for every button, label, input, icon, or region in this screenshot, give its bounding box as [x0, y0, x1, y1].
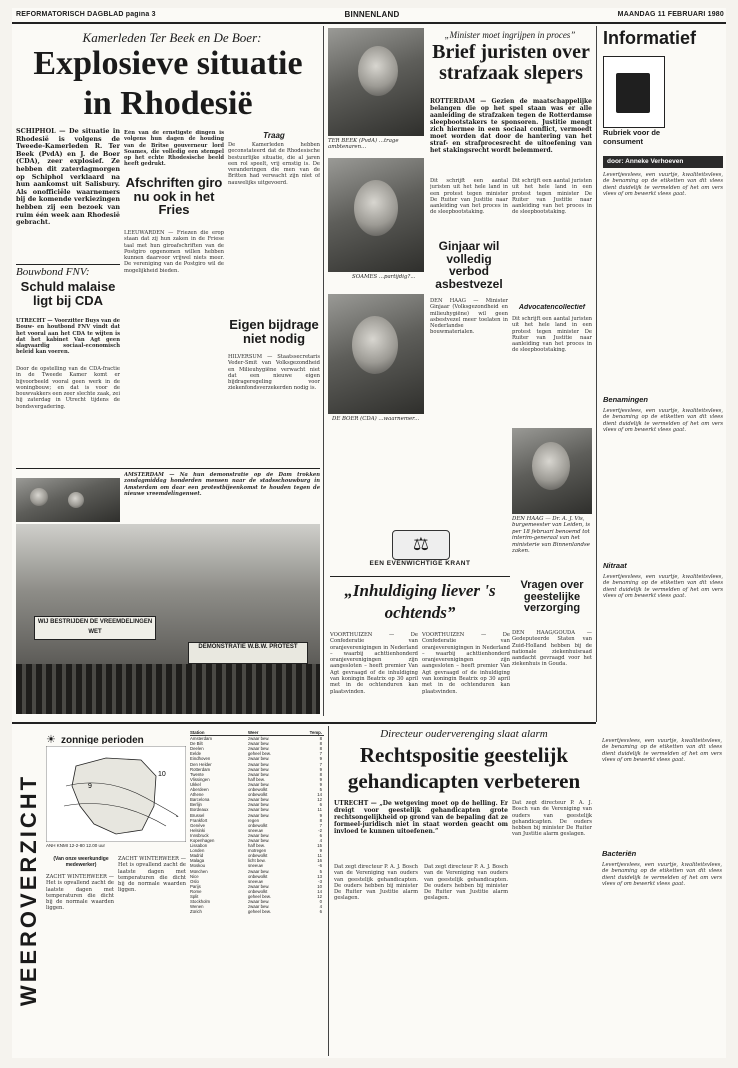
station-name: Rome — [190, 888, 202, 894]
station-temp: 6 — [319, 802, 322, 808]
station-weather: geheel bew. — [248, 751, 271, 757]
demo-placard — [34, 616, 156, 640]
vragen-headline: Vragen over geestelijke verzorging — [520, 580, 584, 615]
amsterdam-caption: AMSTERDAM — Na hun demonstratie op de Dam trokken zondagmiddag honderden mensen naar de stadsschouwburg in Amsterdam om daar een protestbijeenkomst te houden tegen de nieuwe vreemdelingenwet. — [124, 472, 320, 497]
ginjaar-body: DEN HAAG — Minister Ginjaar (Volksgezondheid en milieuhygiëne) wil geen asbestvezel meer toelaten in Nederlandse bouwmaterialen. — [430, 298, 508, 336]
station-name: München — [190, 868, 208, 874]
isotherm-label-10: 10 — [158, 771, 166, 778]
juristen-kicker: „Minister moet ingrijpen in proces” — [444, 30, 576, 40]
inhuldiging-body-2: VOORTHUIZEN — De Confederatie van oranjeverenigingen in Nederland – waarbij achttienhonderd oranjeverenigingen zijn aangesloten – heeft premier Van Agt gevraagd of de inhuldiging van koningin Beatrix op 30 april met in de ochtenduren kan plaatsvinden. — [422, 632, 510, 695]
informatief-subhead-benamingen: Benamingen — [603, 396, 649, 404]
station-weather: half bew. — [248, 776, 265, 782]
informatief-subhead-bacterien: Bacteriën — [602, 850, 637, 858]
station-temp: 5 — [319, 787, 322, 793]
station-name: Twente — [190, 771, 204, 777]
informatief-body-2: Levertjesvlees, een vuurtje, kwaliteitsvlees, de benaming op de etiketten van dit vlees dient duidelijk te vermelden of het om vers vlees of om bewerkt vlees gaat. — [603, 408, 723, 433]
lead-kicker: Kamerleden Ter Beek en De Boer: — [82, 30, 262, 45]
station-name: Split — [190, 894, 199, 899]
de-boer-caption: DE BOER (CDA) ...waarnemer... — [332, 416, 420, 422]
amsterdam-demo-photo — [16, 478, 120, 522]
amsterdam-rule — [16, 468, 320, 469]
fnv-kicker: Bouwbond FNV: — [16, 266, 90, 278]
station-name: Helsinki — [190, 827, 206, 833]
station-weather: zwaar bew. — [248, 741, 270, 747]
station-name: Oslo — [190, 878, 199, 884]
station-temp: 8 — [319, 746, 322, 752]
station-name: Lissabon — [190, 843, 208, 849]
station-temp: 9 — [319, 781, 322, 787]
informatief-box — [596, 26, 726, 722]
bottom-body-2: Dat zegt directeur P. A. J. Bosch van de Vereniging van ouders van geestelijk gehandicapten. De ouders hebben bij minister De Ruiter van Justitie alarm geslagen. — [424, 864, 508, 902]
juristen-intro: ROTTERDAM — Gezien de maatschappelijke belangen die op het spel staan was er alle aanleiding de strafzaken tegen de Rotterdamse sleepbootstakers te sponsoren. Justitie mengt zich hiermee in een sociaal conflict, vermoedt moet worden dat door de hantering van het straf- en strafprocesrecht de uitoefening van het stakingsrecht wordt belemmerd. — [430, 98, 592, 154]
station-temp: 8 — [319, 736, 322, 742]
station-name: Berlijn — [190, 802, 202, 808]
bottom-headline-1: Rechtspositie geestelijk — [359, 743, 569, 767]
station-weather: zwaar bew. — [248, 802, 270, 808]
newspaper-logo — [332, 528, 508, 572]
station-weather: zwaar bew. — [248, 832, 270, 838]
scales-icon: ⚖ — [392, 530, 450, 560]
inhuldiging-headline: „Inhuldiging liever 's ochtends” — [344, 581, 496, 622]
station-name: Deelen — [190, 746, 204, 752]
bottom-section-rule — [12, 722, 596, 724]
ter-beek-caption: TER BEEK (PvdA) ...trage ambtenaren... — [328, 138, 399, 151]
station-temp: -3 — [318, 878, 322, 884]
informatief-author: door: Anneke Verhoeven — [603, 156, 723, 168]
station-temp: -2 — [318, 827, 322, 833]
giro-body: LEEUWARDEN — Friezen die erop staan dat zij hun zaken in de Friese taal met hun giroafschriften van de Postgiro opgenomen willen hebben kunnen daarvoor vrijwel niets meer. De vereniging van de Postgiro wil de mogelijkheid bieden. — [124, 230, 224, 274]
station-temp: 7 — [319, 751, 322, 757]
station-temp: 7 — [319, 822, 322, 828]
informatief-body-4: Levertjesvlees, een vuurtje, kwaliteitsvlees, de benaming op de etiketten van dit vlees dient duidelijk te vermelden of het om vers vlees of om bewerkt vlees gaat. — [602, 862, 722, 887]
juristen-headline: Brief juristen over strafzaak slepers — [432, 42, 590, 84]
demo-placard-text: WIJ BESTRIJDEN DE VREEMDELINGEN WET — [37, 619, 153, 635]
bottom-kicker: Directeur ouderverenging slaat alarm — [380, 728, 548, 740]
masthead-left: REFORMATORISCH DAGBLAD pagina 3 — [16, 11, 156, 18]
station-weather: onbewolkt — [248, 853, 268, 859]
weather-body: ZACHT WINTERWEER — Het is opvallend zacht de laatste dagen met temperaturen die dicht bij de normale waarden liggen. — [46, 874, 114, 912]
lead-body-2: De Kamerleden hebben geconstateerd dat de Rhodesische bestuurlijke situatie, die al jaren een rol speelt, vrij ernstig is. De veranderingen die men van de Britten had verwacht zijn niet of nauwelijks uitgevoerd. — [228, 142, 320, 186]
weather-table — [190, 730, 324, 1052]
station-name: Zürich — [190, 909, 202, 915]
station-weather: zwaar bew. — [248, 807, 270, 813]
station-temp: 8 — [319, 741, 322, 747]
station-temp: 7 — [319, 761, 322, 767]
station-name: Vlissingen — [190, 776, 210, 782]
station-name: Athene — [190, 792, 204, 798]
station-temp: 12 — [317, 894, 322, 899]
station-name: Den Helder — [190, 761, 212, 767]
fnv-headline: Schuld malaise ligt bij CDA — [20, 280, 116, 308]
station-temp: 9 — [319, 848, 322, 854]
station-weather: sneeuw — [248, 863, 263, 869]
station-temp: 11 — [317, 853, 322, 859]
station-temp: 9 — [319, 766, 322, 772]
ter-beek-photo — [328, 28, 424, 136]
station-weather: zwaar bew. — [248, 904, 270, 910]
station-temp: 13 — [317, 873, 322, 879]
station-weather: zwaar bew. — [248, 781, 270, 787]
weather-column-rule — [328, 726, 329, 1056]
station-name: Brussel — [190, 812, 205, 818]
informatief-title: Informatief — [603, 28, 697, 48]
juristen-body-2: Dit schrijft een aantal juristen uit het hele land in een protest tegen minister De Ruiter van Justitie naar aanleiding van het proces in de sleepbootstaking. — [512, 178, 592, 216]
station-temp: 8 — [319, 771, 322, 777]
station-weather: zwaar bew. — [248, 797, 270, 803]
bottom-headline-2: gehandicapten verbeteren — [347, 769, 581, 793]
station-temp: 0 — [319, 899, 322, 905]
station-weather: zwaar bew. — [248, 899, 270, 905]
station-weather: motregen — [248, 848, 267, 854]
fnv-body: Door de opstelling van de CDA-fractie in de Tweede Kamer komt er bijvoorbeeld vooral geen werk in de woningbouw; en dat is voor de bouwvakkers een zeer slechte zaak, zei hij zaterdag in Utrecht tijdens de bondsvergadering. — [16, 366, 120, 410]
bottom-intro: UTRECHT — „De wetgeving moet op de helling. Er dreigt voor geestelijk gehandicapten grote rechtsongelijkheid op grond van de bepaling dat ze formeel-juridisch niet in staat worden geacht om invloed te kunnen uitoefenen.” — [334, 800, 508, 835]
fnv-rule — [16, 264, 120, 265]
weather-map-heading — [46, 728, 186, 744]
inhuldiging-body: VOORTHUIZEN — De Confederatie van oranjeverenigingen in Nederland – waarbij achttienhonderd oranjeverenigingen zijn aangesloten – heeft premier Van Agt gevraagd of de inhuldiging van koningin Beatrix op 30 april met in de ochtenduren kan plaatsvinden. — [330, 632, 418, 695]
weather-table-row — [190, 909, 324, 914]
station-name: Parijs — [190, 883, 201, 889]
weather-map — [46, 746, 186, 842]
masthead-rule — [12, 22, 726, 24]
station-temp: 14 — [317, 792, 322, 798]
station-name: Stockholm — [190, 899, 211, 905]
weather-panel — [14, 726, 326, 1056]
masthead-center: BINNENLAND — [344, 10, 400, 19]
station-weather: zwaar bew. — [248, 736, 270, 742]
lead-intro: SCHIPHOL — De situatie in Rhodesië is volgens de Tweede-Kamerleden R. Ter Beek (PvdA) en J. de Boer (CDA), zeer explosief. Ze hebben dit zaterdagmorgen op Schiphol verklaard na hun aankomst uit Salisbury. Als onofficiële waarnemers bij de komende verkiezingen hebben zij een bezoek van ruim één week aan Rhodesië gebracht. — [16, 128, 120, 227]
station-weather: sneeuw — [248, 827, 263, 833]
masthead-right: MAANDAG 11 FEBRUARI 1980 — [617, 11, 724, 18]
station-temp: 6 — [319, 832, 322, 838]
ginjaar-headline: Ginjaar wil volledig verbod asbestvezel — [435, 240, 503, 291]
station-weather: onbewolkt — [248, 888, 268, 894]
station-temp: 4 — [319, 904, 322, 910]
station-weather: zwaar bew. — [248, 771, 270, 777]
demonstration-photo — [16, 524, 320, 714]
lead-headline-2: in Rhodesië — [83, 85, 253, 122]
sun-icon: ☀ — [46, 733, 56, 744]
giro-headline: Afschriften giro nu ook in het Fries — [125, 176, 223, 218]
weather-table-body — [190, 736, 324, 914]
vragen-body: DEN HAAG/GOUDA — Gedeputeerde Staten van Zuid-Holland hebben bij de nationale ziekenhuisraad aandacht gevraagd voor het ziekenhuis in Gouda. — [512, 630, 592, 668]
station-temp: -6 — [318, 863, 322, 869]
col-temp: Temp. — [309, 730, 322, 735]
station-name: Rotterdam — [190, 766, 211, 772]
den-haag-caption: DEN HAAG — Dr. A. J. Vis, burgemeester van Leiden, is per 18 februari benoemd tot interim-generaal van het ministerie van Binnenlandse zaken. — [512, 516, 591, 555]
station-temp: 10 — [317, 883, 322, 889]
station-temp: 9 — [319, 756, 322, 762]
station-weather: zwaar bew. — [248, 868, 270, 874]
juristen-body: Dit schrijft een aantal juristen uit het hele land in een protest tegen minister De Ruiter van Justitie naar aanleiding van het proces in de sleepbootstaking. — [430, 178, 508, 216]
informatief-logo — [603, 56, 665, 128]
shopping-bag-icon — [616, 73, 650, 113]
station-name: Kopenhagen — [190, 837, 215, 843]
station-name: Eelde — [190, 751, 201, 757]
lead-subhead-traag: Traag — [263, 132, 285, 140]
informatief-body-3: Levertjesvlees, een vuurtje, kwaliteitsvlees, de benaming op de etiketten van dit vlees dient duidelijk te vermelden of het om vers vlees of om bewerkt vlees gaat. — [603, 574, 723, 599]
station-temp: 9 — [319, 812, 322, 818]
weather-title-text: WEEROVERZICHT — [16, 773, 41, 1007]
station-name: Ukkel — [190, 781, 201, 787]
station-weather: zwaar bew. — [248, 812, 270, 818]
informatief-body: Levertjesvlees, een vuurtje, kwaliteitsvlees, de benaming op de etiketten van dit vlees dient duidelijk te vermelden of het om vers vlees of om bewerkt vlees gaat. — [603, 172, 723, 197]
informatief-subhead-nitraat: Nitraat — [603, 562, 627, 570]
station-name: Nice — [190, 873, 199, 879]
col-station: Station — [190, 730, 205, 735]
demo-crowd — [16, 664, 320, 714]
station-temp: 15 — [317, 843, 322, 849]
station-temp: 5 — [319, 868, 322, 874]
soames-caption: SOAMES ...partijdig?... — [352, 274, 416, 280]
station-name: Wenen — [190, 904, 204, 910]
station-name: Amsterdam — [190, 736, 212, 742]
station-temp: 6 — [319, 909, 322, 915]
station-name: Barcelona — [190, 797, 210, 803]
col-weer: Weer — [248, 730, 259, 735]
weather-legend: ANH KNMI 12-2-80 12.00 uur — [46, 843, 106, 848]
station-name: Londen — [190, 848, 205, 854]
demo-banner-text: DEMONSTRATIE W.B.W. PROTEST — [198, 644, 298, 650]
station-weather: half bew. — [248, 843, 265, 849]
newspaper-page — [12, 8, 726, 1058]
station-name: Malaga — [190, 858, 205, 864]
station-name: De Bilt — [190, 741, 203, 747]
station-weather: regen — [248, 817, 259, 823]
eigen-bijdrage-headline: Eigen bijdrage niet nodig — [229, 318, 319, 346]
station-name: Eindhoven — [190, 756, 211, 762]
station-temp: 12 — [317, 797, 322, 803]
station-weather: onbewolkt — [248, 822, 268, 828]
station-name: Moskou — [190, 863, 206, 869]
inhuldiging-rule — [330, 576, 510, 577]
fnv-intro: UTRECHT — Voorzitter Buys van de Bouw- en houtbond FNV vindt dat het vooral aan het CDA te wijten is dat het kabinet Van Agt geen slagvaardig sociaal-economisch beleid kan voeren. — [16, 318, 120, 356]
station-name: Bordeaux — [190, 807, 209, 813]
de-boer-photo — [328, 294, 424, 414]
station-name: Innsbruck — [190, 832, 209, 838]
weather-map-heading-text: zonnige perioden — [60, 735, 144, 744]
station-weather: onbewolkt — [248, 873, 268, 879]
station-temp: 8 — [319, 817, 322, 823]
logo-tagline: EEN EVENWICHTIGE KRANT — [369, 560, 471, 567]
lead-headline-1: Explosieve situatie — [33, 45, 303, 82]
station-weather: onbewolkt — [248, 792, 268, 798]
soames-photo — [328, 158, 424, 272]
station-name: Genève — [190, 822, 206, 828]
demo-banner — [188, 642, 308, 664]
station-weather: zwaar bew. — [248, 766, 270, 772]
eigen-bijdrage-body: HILVERSUM — Staatssecretaris Veder-Smit van Volksgezondheid en Milieuhygiëne verwacht niet dat een nieuwe eigen bijdrageregeling voor ziekenfondsverzekerden nodig is. — [228, 354, 320, 392]
station-weather: zwaar bew. — [248, 883, 270, 889]
station-weather: zwaar bew. — [248, 756, 270, 762]
weather-body-2: ZACHT WINTERWEER — Het is opvallend zacht de laatste dagen met temperaturen die dicht bij de normale waarden liggen. — [118, 856, 186, 894]
station-temp: 4 — [319, 837, 322, 843]
station-temp: 14 — [317, 888, 322, 894]
station-name: Aberdeen — [190, 787, 209, 793]
advocatencollectief-body: Dit schrijft een aantal juristen uit het hele land in een protest tegen minister De Ruiter van Justitie naar aanleiding van het proces in de sleepbootstaking. — [512, 316, 592, 354]
informatief-rubric: Rubriek voor de consument — [603, 128, 661, 146]
bottom-body-3: Dat zegt directeur P. A. J. Bosch van de Vereniging van ouders van geestelijk gehandicapten. De ouders hebben bij minister De Ruiter van Justitie alarm geslagen. — [512, 800, 592, 838]
lead-column-rule — [323, 26, 324, 716]
station-weather: zwaar bew. — [248, 746, 270, 752]
station-temp: 16 — [317, 858, 322, 864]
station-weather: onbewolkt — [248, 787, 268, 793]
station-name: Madrid — [190, 853, 204, 859]
station-temp: 11 — [317, 807, 322, 813]
station-temp: 9 — [319, 776, 322, 782]
advocatencollectief-subhead: Advocatencollectief — [518, 304, 586, 311]
station-weather: licht bew. — [248, 858, 266, 864]
weather-summary: (Van onze weerkundige medewerker) — [53, 856, 109, 868]
weather-title — [14, 726, 42, 1056]
station-weather: sneeuw — [248, 878, 263, 884]
lead-body: Eén van de ernstigste dingen is volgens hun dagen de houding van de Britse gouverneur lord Soames, die volledig een stempel op het echte Rhodesische beeld heeft gedrukt. — [124, 130, 224, 168]
isotherm-label-9: 9 — [88, 783, 92, 790]
station-name: Frankfort — [190, 817, 208, 823]
bottom-body: Dat zegt directeur P. A. J. Bosch van de Vereniging van ouders van geestelijk gehandicapten. De ouders hebben bij minister De Ruiter van Justitie alarm geslagen. — [334, 864, 418, 902]
station-weather: zwaar bew. — [248, 761, 270, 767]
station-weather: geheel bew. — [248, 894, 271, 899]
station-weather: zwaar bew. — [248, 837, 270, 843]
station-weather: geheel bew. — [248, 909, 271, 915]
informatief-body-5: Levertjesvlees, een vuurtje, kwaliteitsvlees, de benaming op de etiketten van dit vlees dient duidelijk te vermelden of het om vers vlees of om bewerkt vlees gaat. — [602, 738, 722, 763]
den-haag-photo — [512, 428, 592, 514]
